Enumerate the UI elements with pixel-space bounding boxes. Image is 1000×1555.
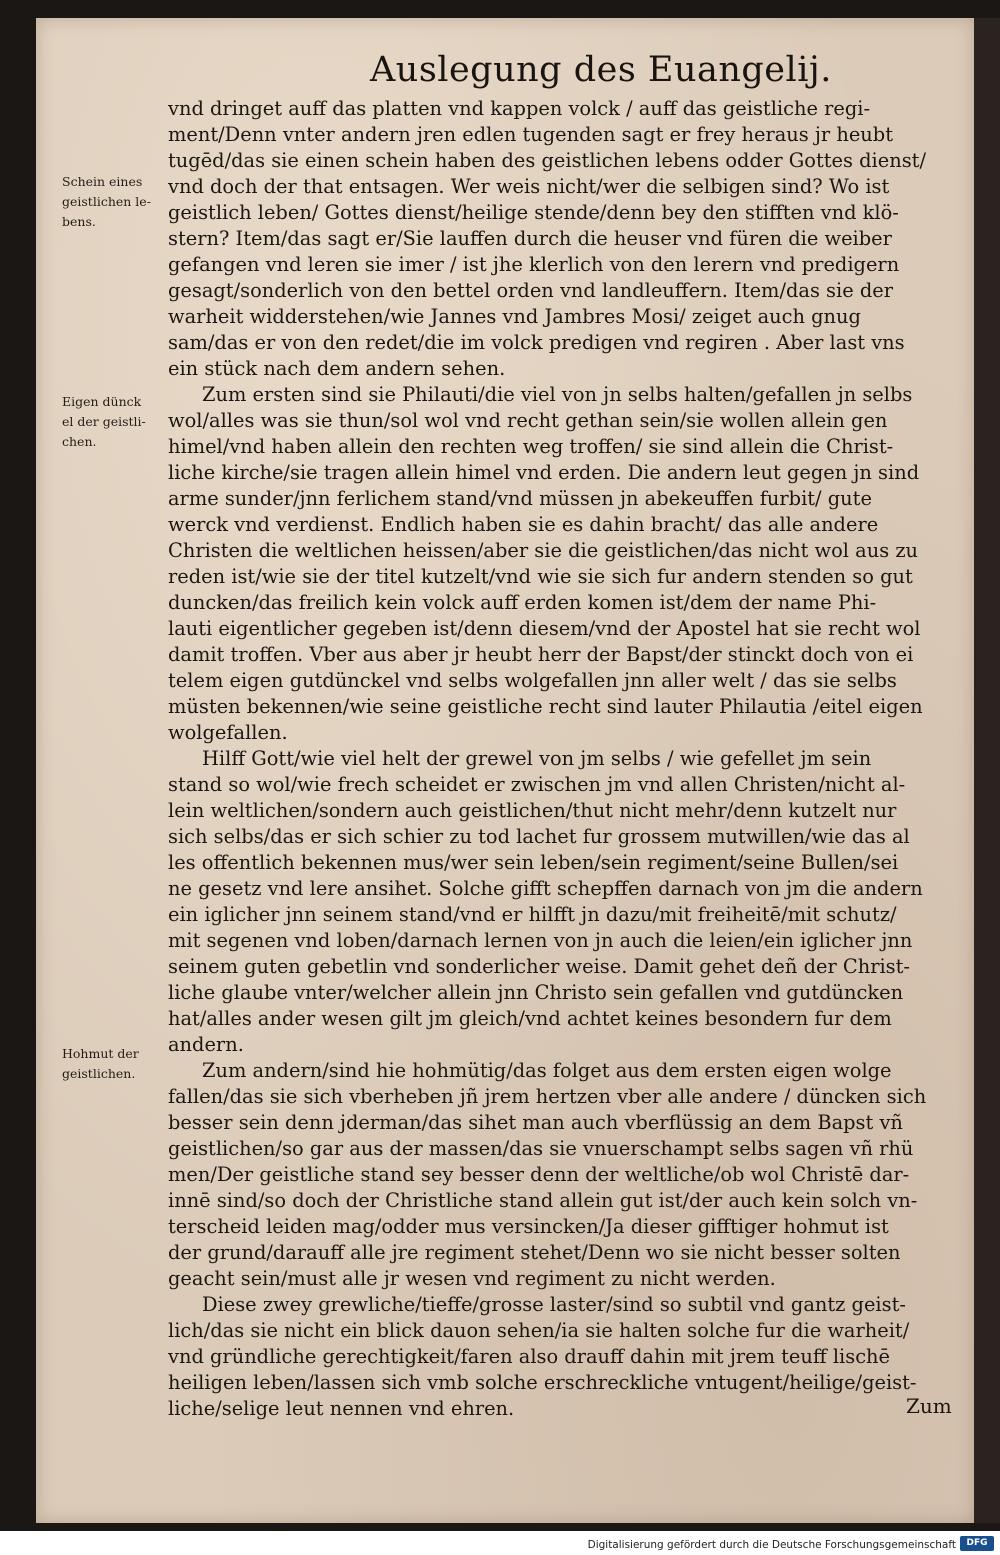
text-line: duncken/das freilich kein volck auff erden komen ist/dem der name Phi- <box>168 591 877 614</box>
text-line: andern. <box>168 1033 244 1056</box>
footer-bar <box>0 1531 1000 1555</box>
text-line: arme sunder/jnn ferlichem stand/vnd müssen jn abekeuffen furbit/ gute <box>168 487 872 510</box>
margin-note-line: Eigen dünck <box>62 394 142 409</box>
margin-note-line: Hohmut der <box>62 1046 139 1061</box>
text-line: ment/Denn vnter andern jren edlen tugenden sagt er frey heraus jr heubt <box>168 123 893 146</box>
text-line: werck vnd verdienst. Endlich haben sie es dahin bracht/ das alle andere <box>168 513 879 536</box>
text-line: reden ist/wie sie der titel kutzelt/vnd wie sie sich fur andern stenden so gut <box>168 565 913 588</box>
text-line: sam/das er von den redet/die im volck predigen vnd regiren . Aber last vns <box>168 331 905 354</box>
margin-note-line: chen. <box>62 434 97 449</box>
text-line: wolgefallen. <box>168 721 288 744</box>
margin-note-2 <box>62 392 166 452</box>
text-line: men/Der geistliche stand sey besser denn der weltliche/ob wol Christē dar- <box>168 1163 910 1186</box>
text-line: liche/selige leut nennen vnd ehren. <box>168 1397 515 1420</box>
margin-note-line: Schein eines <box>62 174 143 189</box>
text-line: sich selbs/das er sich schier zu tod lachet fur grossem mutwillen/wie das al <box>168 825 910 848</box>
text-line: ein iglicher jnn seinem stand/vnd er hilfft jn dazu/mit freiheitē/mit schutz/ <box>168 903 897 926</box>
text-line: wol/alles was sie thun/sol wol vnd recht gethan sein/sie wollen allein gen <box>168 409 888 432</box>
margin-note-line: el der geistli- <box>62 414 146 429</box>
text-line: Zum andern/sind hie hohmütig/das folget aus dem ersten eigen wolge <box>202 1059 892 1082</box>
margin-note-line: geistlichen. <box>62 1066 136 1081</box>
margin-note-1 <box>62 172 166 232</box>
text-line: vnd dringet auff das platten vnd kappen volck / auff das geistliche regi- <box>168 97 870 120</box>
text-line: hat/alles ander wesen gilt jm gleich/vnd achtet keines besondern fur dem <box>168 1007 892 1030</box>
text-line: lich/das sie nicht ein blick dauon sehen/ia sie halten solche fur die warheit/ <box>168 1319 910 1342</box>
text-line: lein weltlichen/sondern auch geistlichen/thut nicht mehr/denn kutzelt nur <box>168 799 897 822</box>
running-title: Auslegung des Euangelij. <box>370 50 832 90</box>
text-line: gefangen vnd leren sie imer / ist jhe klerlich von den lerern vnd predigern <box>168 253 900 276</box>
margin-note-3 <box>62 1044 166 1084</box>
text-line: Hilff Gott/wie viel helt der grewel von jm selbs / wie gefellet jm sein <box>202 747 872 770</box>
text-line: gesagt/sonderlich von den bettel orden vnd landleuffern. Item/das sie der <box>168 279 894 302</box>
text-line: geistlichen/so gar aus der massen/das sie vnuerschampt selbs sagen vñ rhü <box>168 1137 914 1160</box>
text-line: ne gesetz vnd lere ansihet. Solche gifft schepffen darnach von jm die andern <box>168 877 923 900</box>
text-line: Christen die weltlichen heissen/aber sie die geistlichen/das nicht wol aus zu <box>168 539 919 562</box>
text-line: stand so wol/wie frech scheidet er zwischen jm vnd allen Christen/nicht al- <box>168 773 906 796</box>
text-line: terscheid leiden mag/odder mus versincken/Ja dieser gifftiger hohmut ist <box>168 1215 889 1238</box>
page-edge <box>974 18 1000 1523</box>
text-line: der grund/darauff alle jre regiment stehet/Denn wo sie nicht besser solten <box>168 1241 901 1264</box>
text-line: seinem guten gebetlin vnd sonderlicher weise. Damit gehet deñ der Christ- <box>168 955 910 978</box>
text-line: lauti eigentlicher gegeben ist/denn diesem/vnd der Apostel hat sie recht wol <box>168 617 921 640</box>
text-line: liche kirche/sie tragen allein himel vnd erden. Die andern leut gegen jn sind <box>168 461 920 484</box>
margin-note-line: geistlichen le- <box>62 194 151 209</box>
text-line: tugēd/das sie einen schein haben des geistlichen lebens odder Gottes dienst/ <box>168 149 926 172</box>
text-line: liche glaube vnter/welcher allein jnn Christo sein gefallen vnd gutdüncken <box>168 981 904 1004</box>
text-line: les offentlich bekennen mus/wer sein leben/sein regiment/seine Bullen/sei <box>168 851 899 874</box>
text-line: mit segenen vnd loben/darnach lernen von jn auch die leien/ein iglicher jnn <box>168 929 913 952</box>
funding-credit: Digitalisierung gefördert durch die Deutsche Forschungsgemeinschaft <box>587 1539 956 1551</box>
text-line: Diese zwey grewliche/tieffe/grosse laster/sind so subtil vnd gantz geist- <box>202 1293 906 1316</box>
text-line: damit troffen. Vber aus aber jr heubt herr der Bapst/der stinckt doch von ei <box>168 643 914 666</box>
text-line: ein stück nach dem andern sehen. <box>168 357 506 380</box>
text-line: geistlich leben/ Gottes dienst/heilige stende/denn bey den stifften vnd klö- <box>168 201 899 224</box>
text-line: stern? Item/das sagt er/Sie lauffen durch die heuser vnd füren die weiber <box>168 227 892 250</box>
text-line: Zum ersten sind sie Philauti/die viel von jn selbs halten/gefallen jn selbs <box>202 383 913 406</box>
text-line: besser sein denn jderman/das sihet man auch vberflüssig an dem Bapst vñ <box>168 1111 903 1134</box>
text-line: telem eigen gutdünckel vnd selbs wolgefallen jnn aller welt / das sie selbs <box>168 669 897 692</box>
text-line: vnd doch der that entsagen. Wer weis nicht/wer die selbigen sind? Wo ist <box>168 175 890 198</box>
margin-note-line: bens. <box>62 214 96 229</box>
catchword: Zum <box>906 1394 952 1418</box>
text-line: heiligen leben/lassen sich vmb solche erschreckliche vntugent/heilige/geist- <box>168 1371 917 1394</box>
text-line: himel/vnd haben allein den rechten weg troffen/ sie sind allein die Christ- <box>168 435 894 458</box>
text-line: warheit widderstehen/wie Jannes vnd Jambres Mosi/ zeiget auch gnug <box>168 305 861 328</box>
dfg-logo: DFG <box>960 1536 994 1551</box>
body-text <box>168 96 963 1422</box>
text-line: vnd gründliche gerechtigkeit/faren also drauff dahin mit jrem teuff lischē <box>168 1345 891 1368</box>
text-line: müsten bekennen/wie seine geistliche recht sind lauter Philautia /eitel eigen <box>168 695 923 718</box>
text-line: fallen/das sie sich vberheben jñ jrem hertzen vber alle andere / düncken sich <box>168 1085 927 1108</box>
text-line: innē sind/so doch der Christliche stand allein gut ist/der auch kein solch vn- <box>168 1189 918 1212</box>
text-line: geacht sein/must alle jr wesen vnd regiment zu nicht werden. <box>168 1267 776 1290</box>
